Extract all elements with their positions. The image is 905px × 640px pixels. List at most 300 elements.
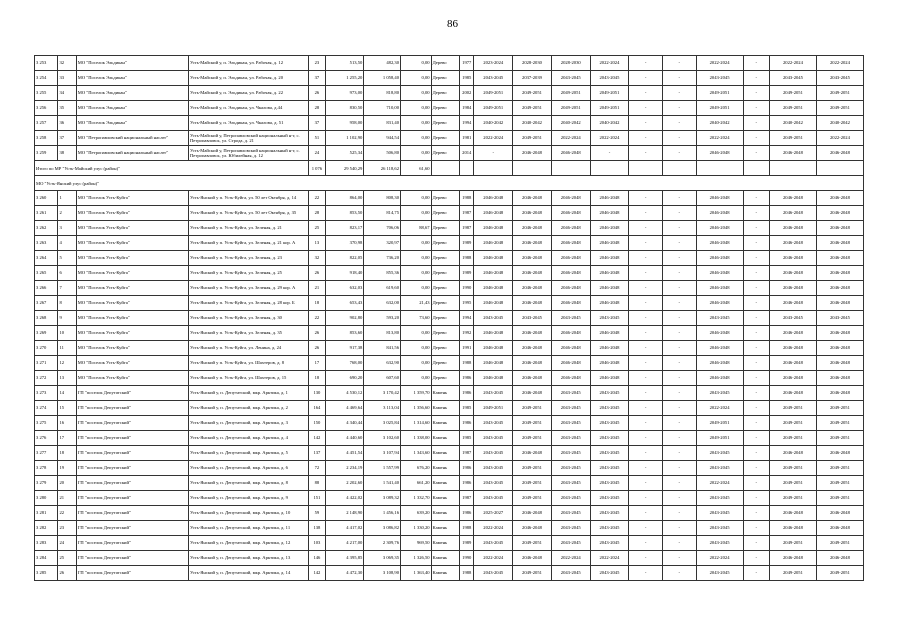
table-cell: 2046-2048 [551,296,590,311]
table-cell: 2046-2048 [474,356,513,371]
table-cell: 2046-2048 [696,251,743,266]
table-cell: 0,00 [401,191,432,206]
table-cell: - [629,71,663,86]
table-cell: 808,30 [364,191,401,206]
table-cell: ГП "поселок Депутатский" [76,416,188,431]
table-cell: 1985 [460,401,474,416]
table-cell: 24 [309,146,325,161]
table-cell: - [662,281,696,296]
table-cell: - [662,266,696,281]
table-cell: 2049-2051 [770,566,817,581]
table-cell: 24 [58,536,76,551]
table-cell: 2046-2048 [474,191,513,206]
table-cell: - [743,521,770,536]
table-cell: 2049-2051 [816,101,863,116]
table-cell: 73,60 [401,311,432,326]
table-cell: 18 [309,371,325,386]
table-cell: 38 [58,146,76,161]
table-row [35,311,864,326]
table-cell: 2043-2045 [474,536,513,551]
table-cell: 2046-2048 [816,506,863,521]
table-cell: 2049-2051 [513,476,552,491]
table-cell: - [743,401,770,416]
table-cell: - [629,476,663,491]
table-cell: 2046-2048 [590,206,629,221]
table-cell: - [629,431,663,446]
table-cell: - [662,476,696,491]
table-cell: 2043-2045 [513,311,552,326]
table-cell: 2049-2051 [816,416,863,431]
table-cell: 2046-2048 [513,356,552,371]
table-cell: 1994 [460,311,474,326]
table-cell: 2046-2048 [474,371,513,386]
table-cell: Усть-Янский у, п. Депутатский, мкр. Арктика, д. 10 [188,506,308,521]
table-cell: 2046-2048 [551,356,590,371]
table-cell: 3 265 [35,266,58,281]
table-cell: ГП "поселок Депутатский" [76,521,188,536]
table-cell: ГП "поселок Депутатский" [76,431,188,446]
table-row [35,191,864,206]
table-cell: 3 262 [35,221,58,236]
table-cell: - [743,206,770,221]
table-cell: 958,00 [325,116,364,131]
table-cell: 736,20 [364,251,401,266]
table-cell: 1986 [460,461,474,476]
table-cell: 137 [309,446,325,461]
table-cell: Усть-Майский у, п. Эльдикан, ул. Рабочая, д. 22 [188,86,308,101]
table-cell: 0,00 [401,266,432,281]
table-cell: 2022-2024 [696,551,743,566]
table-cell: 2040-2042 [551,116,590,131]
table-cell: 2023-2024 [474,56,513,71]
table-cell: 2049-2051 [513,431,552,446]
table-cell: 619,60 [364,281,401,296]
table-cell: 1 255,20 [325,71,364,86]
table-cell: Усть-Янский у п. Усть-Куйга, ул. Шахтеров, д. 15 [188,371,308,386]
table-cell: - [662,101,696,116]
table-cell: 973,00 [325,86,364,101]
table-cell: 2043-2045 [590,401,629,416]
table-cell: 16 [58,416,76,431]
table-cell: 3 261 [35,206,58,221]
table-row [35,236,864,251]
table-cell: 3 268 [35,311,58,326]
table-cell: 2049-2051 [696,416,743,431]
table-cell: 1995 [460,296,474,311]
table-cell: Дерево [431,191,460,206]
table-cell: 2046-2048 [770,251,817,266]
table-cell: - [743,101,770,116]
table-cell: 88,67 [401,221,432,236]
table-cell: - [629,356,663,371]
table-cell: - [629,386,663,401]
table-cell: 2046-2048 [513,446,552,461]
table-cell: 607,60 [364,371,401,386]
table-cell: 2046-2048 [696,356,743,371]
table-cell: 3 284 [35,551,58,566]
table-cell: 2049-2051 [770,131,817,146]
table-cell: 1987 [460,221,474,236]
table-cell: - [743,131,770,146]
table-cell: 661,20 [401,476,432,491]
table-cell: 26 [309,266,325,281]
table-cell: 1989 [460,236,474,251]
table-cell: 15 [58,401,76,416]
table-cell: 4 472,30 [325,566,364,581]
table-cell: 2043-2045 [590,416,629,431]
table-cell: 4 217,00 [325,536,364,551]
table-cell: 853,50 [325,206,364,221]
table-cell: 2043-2045 [590,476,629,491]
table-cell: 21,43 [401,296,432,311]
table-cell: 2043-2045 [770,71,817,86]
table-cell: 2049-2051 [816,566,863,581]
table-cell: 3 266 [35,281,58,296]
table-cell: 18 [58,446,76,461]
table-cell: 1988 [460,566,474,581]
table-cell: 1987 [460,446,474,461]
table-cell: 593,20 [364,311,401,326]
table-cell: - [743,146,770,161]
table-cell: Камень [431,386,460,401]
table-cell: 2043-2045 [474,446,513,461]
table-cell: 1986 [460,506,474,521]
table-cell: 2046-2048 [513,251,552,266]
table-cell: 1990 [460,281,474,296]
table-cell: 855,36 [364,266,401,281]
table-row [35,101,864,116]
table-cell: 1986 [460,371,474,386]
table-cell: 3 272 [35,371,58,386]
table-cell: 26 [309,86,325,101]
table-cell: 3 107,94 [364,446,401,461]
table-cell: 18 [309,296,325,311]
total-label: Итого по МР "Усть-Майский улус (район)" [35,161,309,176]
table-cell: 2043-2045 [696,521,743,536]
table-cell: 2022-2024 [696,56,743,71]
table-cell: 1 456,16 [364,506,401,521]
table-cell: 3 257 [35,116,58,131]
table-cell: 2049-2051 [770,536,817,551]
table-cell: Усть-Янский у п. Усть-Куйга, ул. 50 лет Октября, д. 35 [188,206,308,221]
table-row [35,266,864,281]
table-cell: 2046-2048 [590,221,629,236]
table-cell: 130 [309,386,325,401]
table-cell: 653,43 [325,296,364,311]
table-cell: 2046-2048 [816,341,863,356]
table-cell: 2049-2051 [770,101,817,116]
table-cell: 0,00 [401,131,432,146]
table-cell: МО "Поселок Усть-Куйга" [76,236,188,251]
table-cell: 1977 [460,56,474,71]
table-cell: 2043-2045 [816,71,863,86]
total-area-living: 26 118,62 [364,161,401,176]
table-cell: 2046-2048 [590,356,629,371]
table-cell: 3 113,04 [364,401,401,416]
table-cell: - [662,461,696,476]
table-cell: 2046-2048 [474,326,513,341]
table-cell: 5 [58,251,76,266]
table-cell: - [662,446,696,461]
table-cell: 103 [309,536,325,551]
table-cell: Камень [431,446,460,461]
table-cell: 0,00 [401,206,432,221]
table-cell: 0,00 [401,146,432,161]
table-cell: 2043-2045 [474,311,513,326]
table-row [35,221,864,236]
table-cell: МО "Поселок Усть-Куйга" [76,266,188,281]
table-cell: Усть-Янский у п. Усть-Куйга, ул. Зеленая, д. 29 кор. А [188,281,308,296]
table-cell: 2046-2048 [590,341,629,356]
table-cell: 2046-2048 [696,326,743,341]
table-row [35,86,864,101]
table-cell: 9 [58,311,76,326]
table-cell: ГП "поселок Депутатский" [76,386,188,401]
table-cell: - [629,521,663,536]
table-cell: - [629,371,663,386]
table-cell: 3 271 [35,356,58,371]
table-cell: 2049-2051 [770,416,817,431]
table-cell: - [662,341,696,356]
table-cell: 2046-2048 [513,221,552,236]
table-cell: 2043-2045 [474,566,513,581]
table-cell: 813,80 [364,326,401,341]
table-cell: 2046-2048 [551,236,590,251]
table-cell: - [662,206,696,221]
table-cell: 2043-2045 [551,491,590,506]
table-cell: 7 [58,281,76,296]
table-cell: 2046-2048 [770,371,817,386]
table-cell: МО "Поселок Эльдикан" [76,71,188,86]
table-cell: - [629,131,663,146]
table-cell: - [743,86,770,101]
table-cell: Дерево [431,146,460,161]
total-count: 1 076 [309,161,325,176]
table-cell: Усть-Майский у, Петропавловский национальный н-г, с. Петропавловск, ул. Строда, д. 21 [188,131,308,146]
table-cell: 2022-2024 [474,521,513,536]
table-cell: 20 [58,476,76,491]
table-cell: - [743,266,770,281]
table-cell: Усть-Майский у, п. Эльдикан, ул. Рабочая, д. 12 [188,56,308,71]
table-cell: 2043-2045 [770,311,817,326]
table-row [35,131,864,146]
table-cell: - [662,416,696,431]
table-cell: 142 [309,431,325,446]
table-cell: 917,38 [325,341,364,356]
table-cell: 2046-2048 [816,236,863,251]
table-cell: 2 309,76 [364,536,401,551]
table-cell: Дерево [431,281,460,296]
table-cell: 13 [309,236,325,251]
table-cell: 2043-2045 [551,416,590,431]
table-row [35,251,864,266]
table-row [35,296,864,311]
table-cell: 2046-2048 [513,281,552,296]
table-cell: 1990 [460,551,474,566]
table-cell: 37 [309,116,325,131]
table-cell: 2043-2045 [551,476,590,491]
table-cell: 2022-2024 [696,131,743,146]
table-cell: 2049-2051 [513,491,552,506]
table-cell: 2046-2048 [590,371,629,386]
table-cell: 2040-2042 [696,116,743,131]
table-cell: - [629,296,663,311]
table-cell: - [662,386,696,401]
table-cell: - [743,461,770,476]
table-cell: - [662,251,696,266]
table-cell: 1985 [460,71,474,86]
table-cell: 2046-2048 [770,506,817,521]
table-cell: 2046-2048 [770,326,817,341]
table-cell: 2046-2048 [474,266,513,281]
table-cell: 818,80 [364,86,401,101]
table-cell: 3 283 [35,536,58,551]
table-cell: 2046-2048 [696,236,743,251]
table-cell: 4 340,44 [325,416,364,431]
table-row [35,416,864,431]
table-cell: - [743,446,770,461]
table-cell: 3 170,42 [364,386,401,401]
table-cell: 2046-2048 [816,386,863,401]
table-cell: 2046-2048 [770,146,817,161]
table-cell: - [629,221,663,236]
table-cell: 2046-2048 [513,371,552,386]
table-cell: 2 234,19 [325,461,364,476]
table-cell: 1989 [460,536,474,551]
table-cell: 2049-2051 [816,401,863,416]
table-cell: Камень [431,506,460,521]
table-cell: 1 359,70 [401,386,432,401]
table-cell: - [662,116,696,131]
table-cell: Дерево [431,326,460,341]
table-cell: 2043-2045 [590,461,629,476]
table-cell: Усть-Янский у, п. Депутатский, мкр. Арктика, д. 3 [188,416,308,431]
table-cell: 21 [309,281,325,296]
table-cell: - [662,131,696,146]
table-cell: Дерево [431,236,460,251]
table-cell: 59 [309,506,325,521]
table-cell: 2046-2048 [696,266,743,281]
table-cell: - [662,71,696,86]
table-cell: 0,00 [401,326,432,341]
table-cell: 3 260 [35,191,58,206]
table-row [35,536,864,551]
table-cell: Усть-Янский у п. Усть-Куйга, ул. 50 лет Октября, д. 14 [188,191,308,206]
table-cell: 2046-2048 [696,371,743,386]
table-cell: 32 [309,251,325,266]
table-cell: 2049-2051 [513,401,552,416]
table-cell: 2046-2048 [696,341,743,356]
table-cell: МО "Поселок Эльдикан" [76,56,188,71]
table-cell: 3 089,32 [364,491,401,506]
table-cell: 2049-2051 [474,101,513,116]
table-cell: 2046-2048 [816,521,863,536]
table-cell: 2043-2045 [551,401,590,416]
table-cell: 969,50 [401,536,432,551]
table-cell: 2049-2051 [696,101,743,116]
table-cell: 841,56 [364,341,401,356]
table-cell: Камень [431,566,460,581]
table-cell: Усть-Янский у п. Усть-Куйга, ул. Зеленая, д. 21 кор. А [188,236,308,251]
table-cell: 33 [58,71,76,86]
table-row [35,206,864,221]
table-cell: 25 [309,221,325,236]
table-cell: Дерево [431,71,460,86]
table-cell: 0,00 [401,116,432,131]
table-cell: Усть-Янский у, п. Депутатский, мкр. Арктика, д. 9 [188,491,308,506]
table-cell: 1 541,40 [364,476,401,491]
table-cell: 2043-2045 [474,476,513,491]
table-cell: Усть-Янский у п. Усть-Куйга, ул. Зеленая, д. 25 [188,266,308,281]
table-cell: 2046-2048 [770,551,817,566]
table-cell: 2043-2045 [590,386,629,401]
table-cell: - [662,311,696,326]
table-row [35,476,864,491]
table-cell: 2046-2048 [816,296,863,311]
table-cell: - [743,416,770,431]
table-cell: 2043-2045 [590,491,629,506]
table-cell: 2046-2048 [770,236,817,251]
table-row [35,146,864,161]
table-cell: 3 256 [35,101,58,116]
table-cell: 37 [58,131,76,146]
table-cell: 2049-2051 [551,101,590,116]
table-cell: 0,00 [401,281,432,296]
table-cell: 1986 [460,386,474,401]
table-cell: 4 395,85 [325,551,364,566]
table-cell: 2 148,90 [325,506,364,521]
table-cell: 2046-2048 [513,266,552,281]
table-cell: 2046-2048 [696,281,743,296]
table-cell: 151 [309,491,325,506]
table-cell: 4 451,54 [325,446,364,461]
table-cell: Камень [431,536,460,551]
table-cell: 2043-2045 [551,536,590,551]
table-cell: 12 [58,356,76,371]
table-cell: 2046-2048 [816,371,863,386]
table-cell: 2046-2048 [590,296,629,311]
table-cell: МО "Петропавловский национальный наслег" [76,146,188,161]
table-cell: - [662,401,696,416]
table-cell: 2046-2048 [513,146,552,161]
table-cell: 2043-2045 [474,431,513,446]
table-cell: 2049-2051 [696,431,743,446]
table-cell: - [662,146,696,161]
table-cell: - [743,431,770,446]
table-cell: 2046-2048 [770,386,817,401]
table-cell: - [743,191,770,206]
table-cell: 2040-2042 [770,116,817,131]
table-cell: 2049-2051 [816,431,863,446]
table-row [35,521,864,536]
table-cell: 2046-2048 [770,356,817,371]
table-row [35,356,864,371]
table-cell: 1 [58,191,76,206]
table-cell: 2025-2027 [474,506,513,521]
table-cell: 525,34 [325,146,364,161]
table-cell: - [629,116,663,131]
table-cell: ГП "поселок Депутатский" [76,536,188,551]
table-cell: - [743,281,770,296]
table-cell: 3 270 [35,341,58,356]
table-cell: 146 [309,551,325,566]
table-cell: 2002 [460,86,474,101]
table-cell: 831,40 [364,116,401,131]
table-cell: МО "Поселок Эльдикан" [76,116,188,131]
table-cell: 2046-2048 [474,236,513,251]
table-cell: 3 273 [35,386,58,401]
table-cell: 2043-2045 [474,386,513,401]
